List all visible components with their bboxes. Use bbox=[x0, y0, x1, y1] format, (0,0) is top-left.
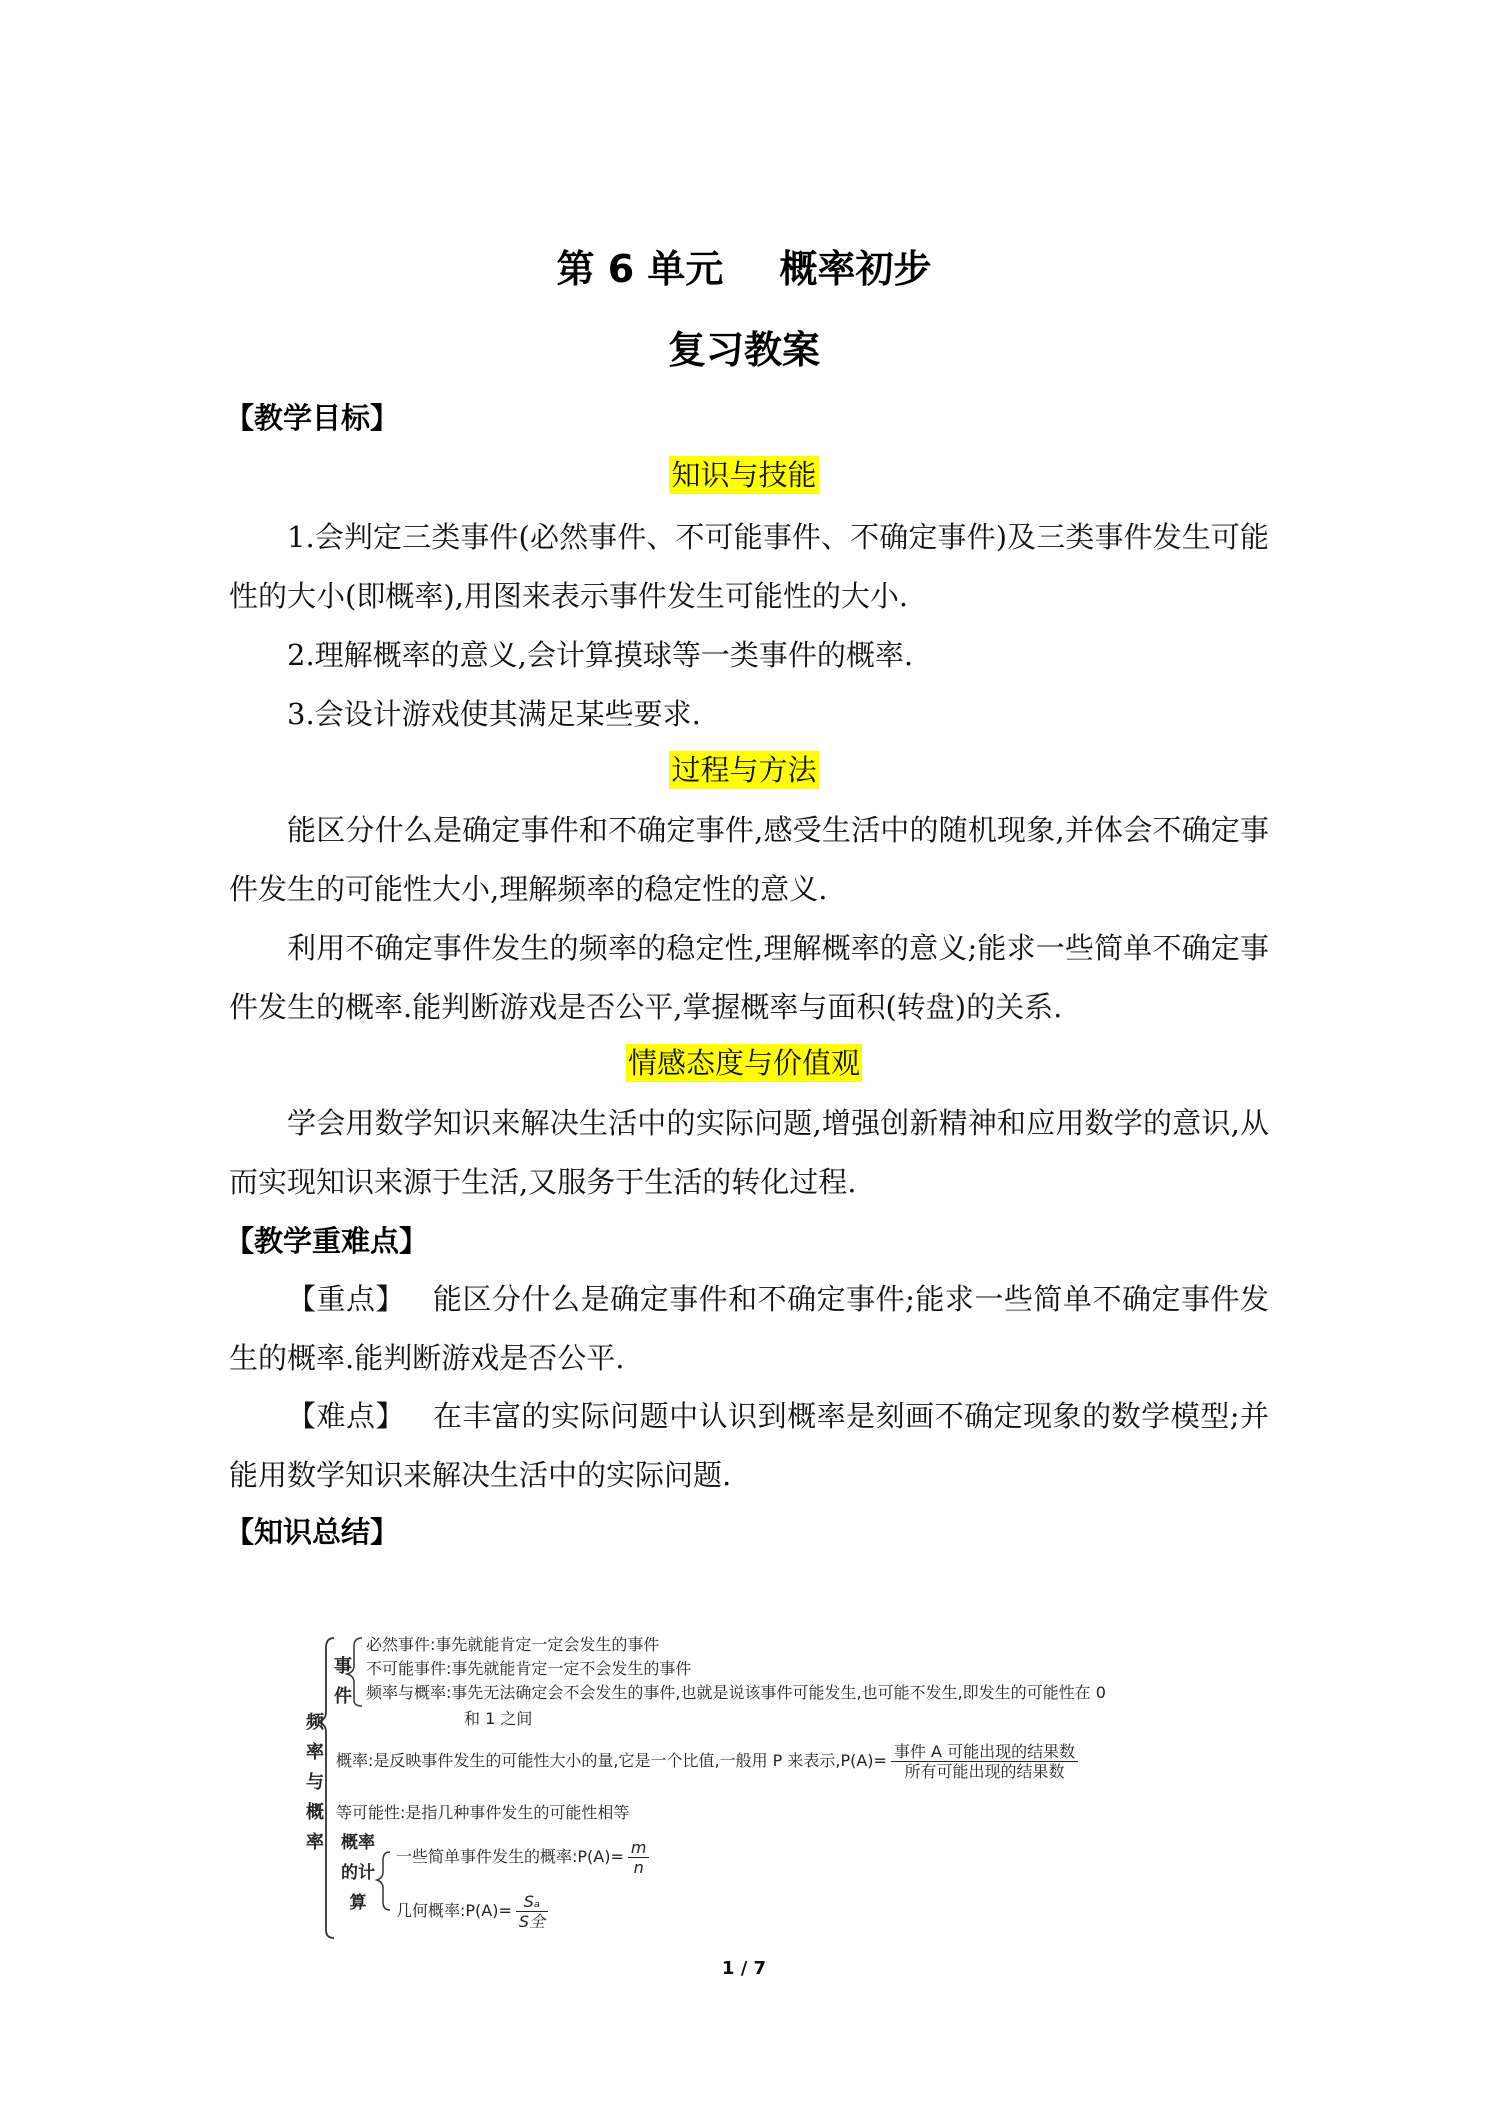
knowledge-item: 1.会判定三类事件(必然事件、不可能事件、不确定事件)及三类事件发生可能性的大小(即概率),用图来表示事件发生可能性的大小. bbox=[229, 520, 1269, 613]
knowledge-item: 3.会设计游戏使其满足某些要求. bbox=[287, 697, 701, 731]
subheading-knowledge bbox=[0, 455, 1488, 495]
key-label: 【重点】 bbox=[287, 1282, 406, 1316]
knowledge-item: 2.理解概率的意义,会计算摸球等一类事件的概率. bbox=[287, 638, 914, 672]
diagram-geometric-probability: 几何概率:P(A)= $\frac{\text{Sₐ}}{\text{S全}}$ bbox=[396, 1892, 548, 1931]
hard-label: 【难点】 bbox=[287, 1399, 406, 1433]
key-text: 能区分什么是确定事件和不确定事件;能求一些简单不确定事件发生的概率.能判断游戏是否公平. bbox=[229, 1282, 1269, 1375]
process-item: 能区分什么是确定事件和不确定事件,感受生活中的随机现象,并体会不确定事件发生的可能性大小,理解频率的稳定性的意义. bbox=[229, 813, 1269, 906]
subheading-emotion bbox=[0, 1043, 1488, 1083]
page-number: 1 / 7 bbox=[721, 1958, 767, 1979]
section-keypoints: 【教学重难点】 bbox=[225, 1224, 429, 1258]
emotion-item: 学会用数学知识来解决生活中的实际问题,增强创新精神和应用数学的意识,从而实现知识来源于生活,又服务于生活的转化过程. bbox=[229, 1106, 1269, 1199]
diagram-uncertain-event: 频率与概率:事先无法确定会不会发生的事件,也就是说该事件可能发生,也可能不发生,即发生的可能性在 0 bbox=[366, 1683, 1106, 1702]
page-title bbox=[0, 242, 1488, 296]
hard-text: 在丰富的实际问题中认识到概率是刻画不确定现象的数学模型;并能用数学知识来解决生活中的实际问题. bbox=[229, 1399, 1269, 1492]
hard-point bbox=[229, 1387, 1269, 1505]
page-subtitle: 复习教案 bbox=[667, 328, 820, 372]
subheading-emotion-text: 情感态度与价值观 bbox=[627, 1046, 860, 1080]
diagram-simple-probability: 一些简单事件发生的概率:P(A)= $\frac{m}{n}$ bbox=[396, 1838, 649, 1877]
diagram-impossible-event: 不可能事件:事先就能肯定一定不会发生的事件 bbox=[366, 1659, 692, 1678]
diagram-root-label: 频 率 与 概 率 bbox=[306, 1712, 324, 1853]
topic-label: 概率初步 bbox=[779, 247, 932, 291]
probability-fraction: $\frac{\text{事件 A 可能出现的结果数}}{\text{所有可能出现的结果数}}$ bbox=[891, 1742, 1078, 1781]
diagram-uncertain-event-cont: 和 1 之间 bbox=[464, 1709, 533, 1728]
subheading-knowledge-text: 知识与技能 bbox=[671, 458, 817, 492]
section-goals: 【教学目标】 bbox=[225, 401, 400, 435]
diagram-event-label: 事 件 bbox=[334, 1656, 352, 1707]
diagram-equal-possibility: 等可能性:是指几种事件发生的可能性相等 bbox=[336, 1803, 630, 1822]
geometric-fraction: $\frac{\text{Sₐ}}{\text{S全}}$ bbox=[516, 1892, 548, 1931]
unit-label: 第 6 单元 bbox=[556, 247, 724, 291]
knowledge-diagram bbox=[300, 1630, 1220, 1940]
subheading-process-text: 过程与方法 bbox=[671, 753, 817, 787]
diagram-certain-event: 必然事件:事先就能肯定一定会发生的事件 bbox=[366, 1635, 660, 1654]
subheading-process bbox=[0, 750, 1488, 790]
process-item: 利用不确定事件发生的频率的稳定性,理解概率的意义;能求一些简单不确定事件发生的概率.能判断游戏是否公平,掌握概率与面积(转盘)的关系. bbox=[229, 931, 1269, 1024]
simple-fraction: $\frac{m}{n}$ bbox=[628, 1838, 650, 1877]
diagram-calc-label: 概率 的计 算 bbox=[341, 1833, 375, 1913]
key-point bbox=[229, 1270, 1269, 1388]
diagram-probability-def: 概率:是反映事件发生的可能性大小的量,它是一个比值,一般用 P 来表示,P(A)= $\frac{\text{事件 A 可能出现的结果数}}{\text{所有可能出现的结果数}}$ bbox=[336, 1742, 1078, 1781]
section-summary: 【知识总结】 bbox=[225, 1515, 400, 1549]
